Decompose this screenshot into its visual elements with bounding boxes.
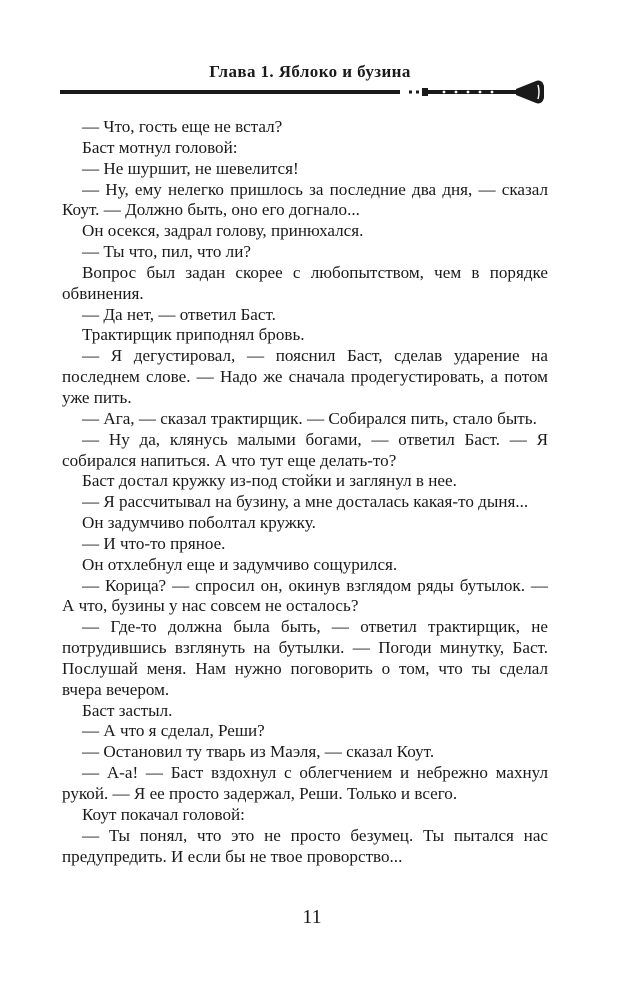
paragraph: — Остановил ту тварь из Маэля, — сказал Коут. xyxy=(82,742,435,762)
paragraph: — А-а! — Баст вздохнул с облегчением и небрежно махнул рукой. — Я ее просто задержал, Реши. Только и всего. xyxy=(62,763,548,803)
paragraph: Он отхлебнул еще и задумчиво сощурился. xyxy=(82,554,398,574)
paragraph: — Не шуршит, не шевелится! xyxy=(82,158,299,178)
paragraph: Баст мотнул головой: xyxy=(82,137,238,157)
chapter-title: Глава 1. Яблоко и бузина xyxy=(209,62,411,81)
paragraph: Он задумчиво поболтал кружку. xyxy=(82,513,316,533)
paragraph: — Корица? — спросил он, окинув взглядом ряды бутылок. — А что, бузины у нас совсем не осталось? xyxy=(62,575,548,616)
paragraph: Коут покачал головой: xyxy=(82,804,245,824)
paragraph: Он осекся, задрал голову, принюхался. xyxy=(82,221,364,241)
paragraph: — Ты понял, что это не просто безумец. Ты пытался нас предупредить. И если бы не твое проворство... xyxy=(62,825,548,866)
paragraph: — Где-то должна была быть, — ответил трактирщик, не потрудившись взглянуть на бутылки. — Погоди минутку, Баст. Послушай меня. Нам нужно поговорить о том, что ты сделал вчера вечером. xyxy=(62,617,548,699)
paragraph: Баст достал кружку из-под стойки и заглянул в нее. xyxy=(82,471,457,491)
body-text xyxy=(62,117,548,867)
paragraph: — Я рассчитывал на бузину, а мне досталась какая-то дыня... xyxy=(82,492,529,512)
page-number: 11 xyxy=(302,906,322,928)
paragraph: — Ты что, пил, что ли? xyxy=(82,242,251,262)
paragraph: — Ага, — сказал трактирщик. — Собирался пить, стало быть. xyxy=(82,408,537,428)
flute-rule-ornament-icon xyxy=(60,76,548,104)
paragraph: Трактирщик приподнял бровь. xyxy=(82,325,305,345)
paragraph: — Я дегустировал, — пояснил Баст, сделав ударение на последнем слове. — Надо же сначала продегустировать, а потом уже пить. xyxy=(62,346,548,407)
paragraph: Баст застыл. xyxy=(82,700,173,720)
paragraph: — А что я сделал, Реши? xyxy=(82,721,265,741)
paragraph: — Что, гость еще не встал? xyxy=(82,117,283,136)
paragraph: — Ну да, клянусь малыми богами, — ответил Баст. — Я собирался напиться. А что тут еще делать-то? xyxy=(62,429,548,470)
paragraph: — Ну, ему нелегко пришлось за последние два дня, — сказал Коут. — Должно быть, оно его догнало... xyxy=(62,179,548,220)
paragraph: — И что-то пряное. xyxy=(82,533,226,553)
paragraph: Вопрос был задан скорее с любопытством, чем в порядке обвинения. xyxy=(62,262,548,303)
paragraph: — Да нет, — ответил Баст. xyxy=(82,304,276,324)
